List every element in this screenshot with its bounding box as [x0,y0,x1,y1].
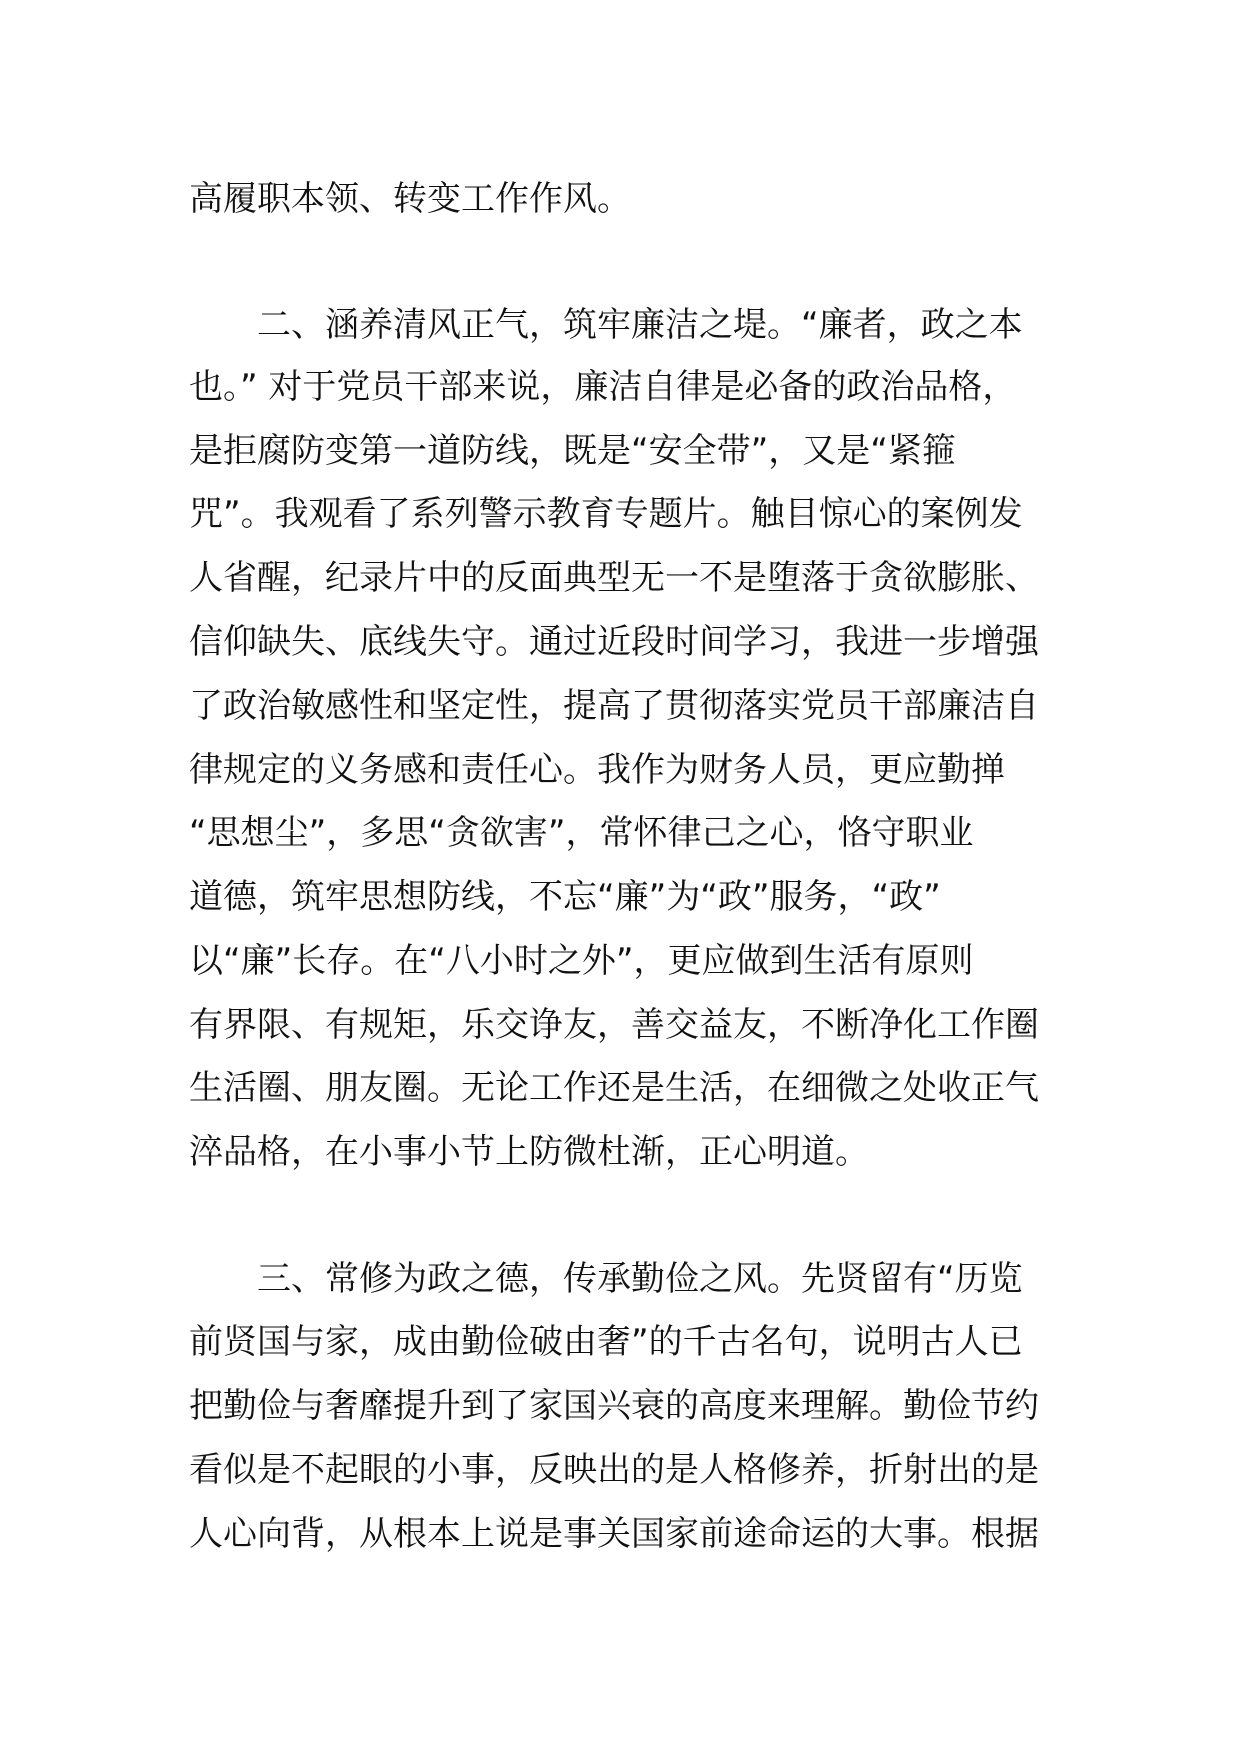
paragraph-line: 道德，筑牢思想防线，不忘“廉”为“政”服务，“政” [189,877,941,917]
section-heading-line: 二、涵养清风正气，筑牢廉洁之堤。“廉者，政之本 [257,305,1023,345]
paragraph-line: 咒”。我观看了系列警示教育专题片。触目惊心的案例发 [189,494,1023,534]
section-heading-line: 三、常修为政之德，传承勤俭之风。先贤留有“历览 [257,1259,1023,1299]
paragraph-line: 前贤国与家，成由勤俭破由奢”的千古名句，说明古人已 [189,1322,1023,1362]
paragraph-line: 生活圈、朋友圈。无论工作还是生活，在细微之处收正气 [189,1068,1039,1108]
paragraph-line: 以“廉”长存。在“八小时之外”，更应做到生活有原则 [189,941,974,981]
paragraph-line: 律规定的义务感和责任心。我作为财务人员，更应勤掸 [189,750,1005,790]
paragraph-line: 是拒腐防变第一道防线，既是“安全带”，又是“紧箍 [189,431,956,471]
paragraph-line: 有界限、有规矩，乐交诤友，善交益友，不断净化工作圈 [189,1005,1039,1045]
paragraph-line: 人省醒，纪录片中的反面典型无一不是堕落于贪欲膨胀、 [189,558,1039,598]
paragraph-line: 淬品格，在小事小节上防微杜渐，正心明道。 [189,1132,869,1172]
paragraph-line: 信仰缺失、底线失守。通过近段时间学习，我进一步增强 [189,622,1039,662]
paragraph-line: 人心向背，从根本上说是事关国家前途命运的大事。根据 [189,1514,1039,1554]
paragraph-line: 看似是不起眼的小事，反映出的是人格修养，折射出的是 [189,1450,1039,1490]
paragraph-line: 把勤俭与奢靡提升到了家国兴衰的高度来理解。勤俭节约 [189,1386,1039,1426]
paragraph-line: 也。” 对于党员干部来说，廉洁自律是必备的政治品格， [189,367,1017,407]
paragraph-line: 高履职本领、转变工作作风。 [189,179,631,219]
paragraph-line: 了政治敏感性和坚定性，提高了贯彻落实党员干部廉洁自 [189,686,1039,726]
paragraph-line: “思想尘”，多思“贪欲害”，常怀律己之心，恪守职业 [189,813,974,853]
